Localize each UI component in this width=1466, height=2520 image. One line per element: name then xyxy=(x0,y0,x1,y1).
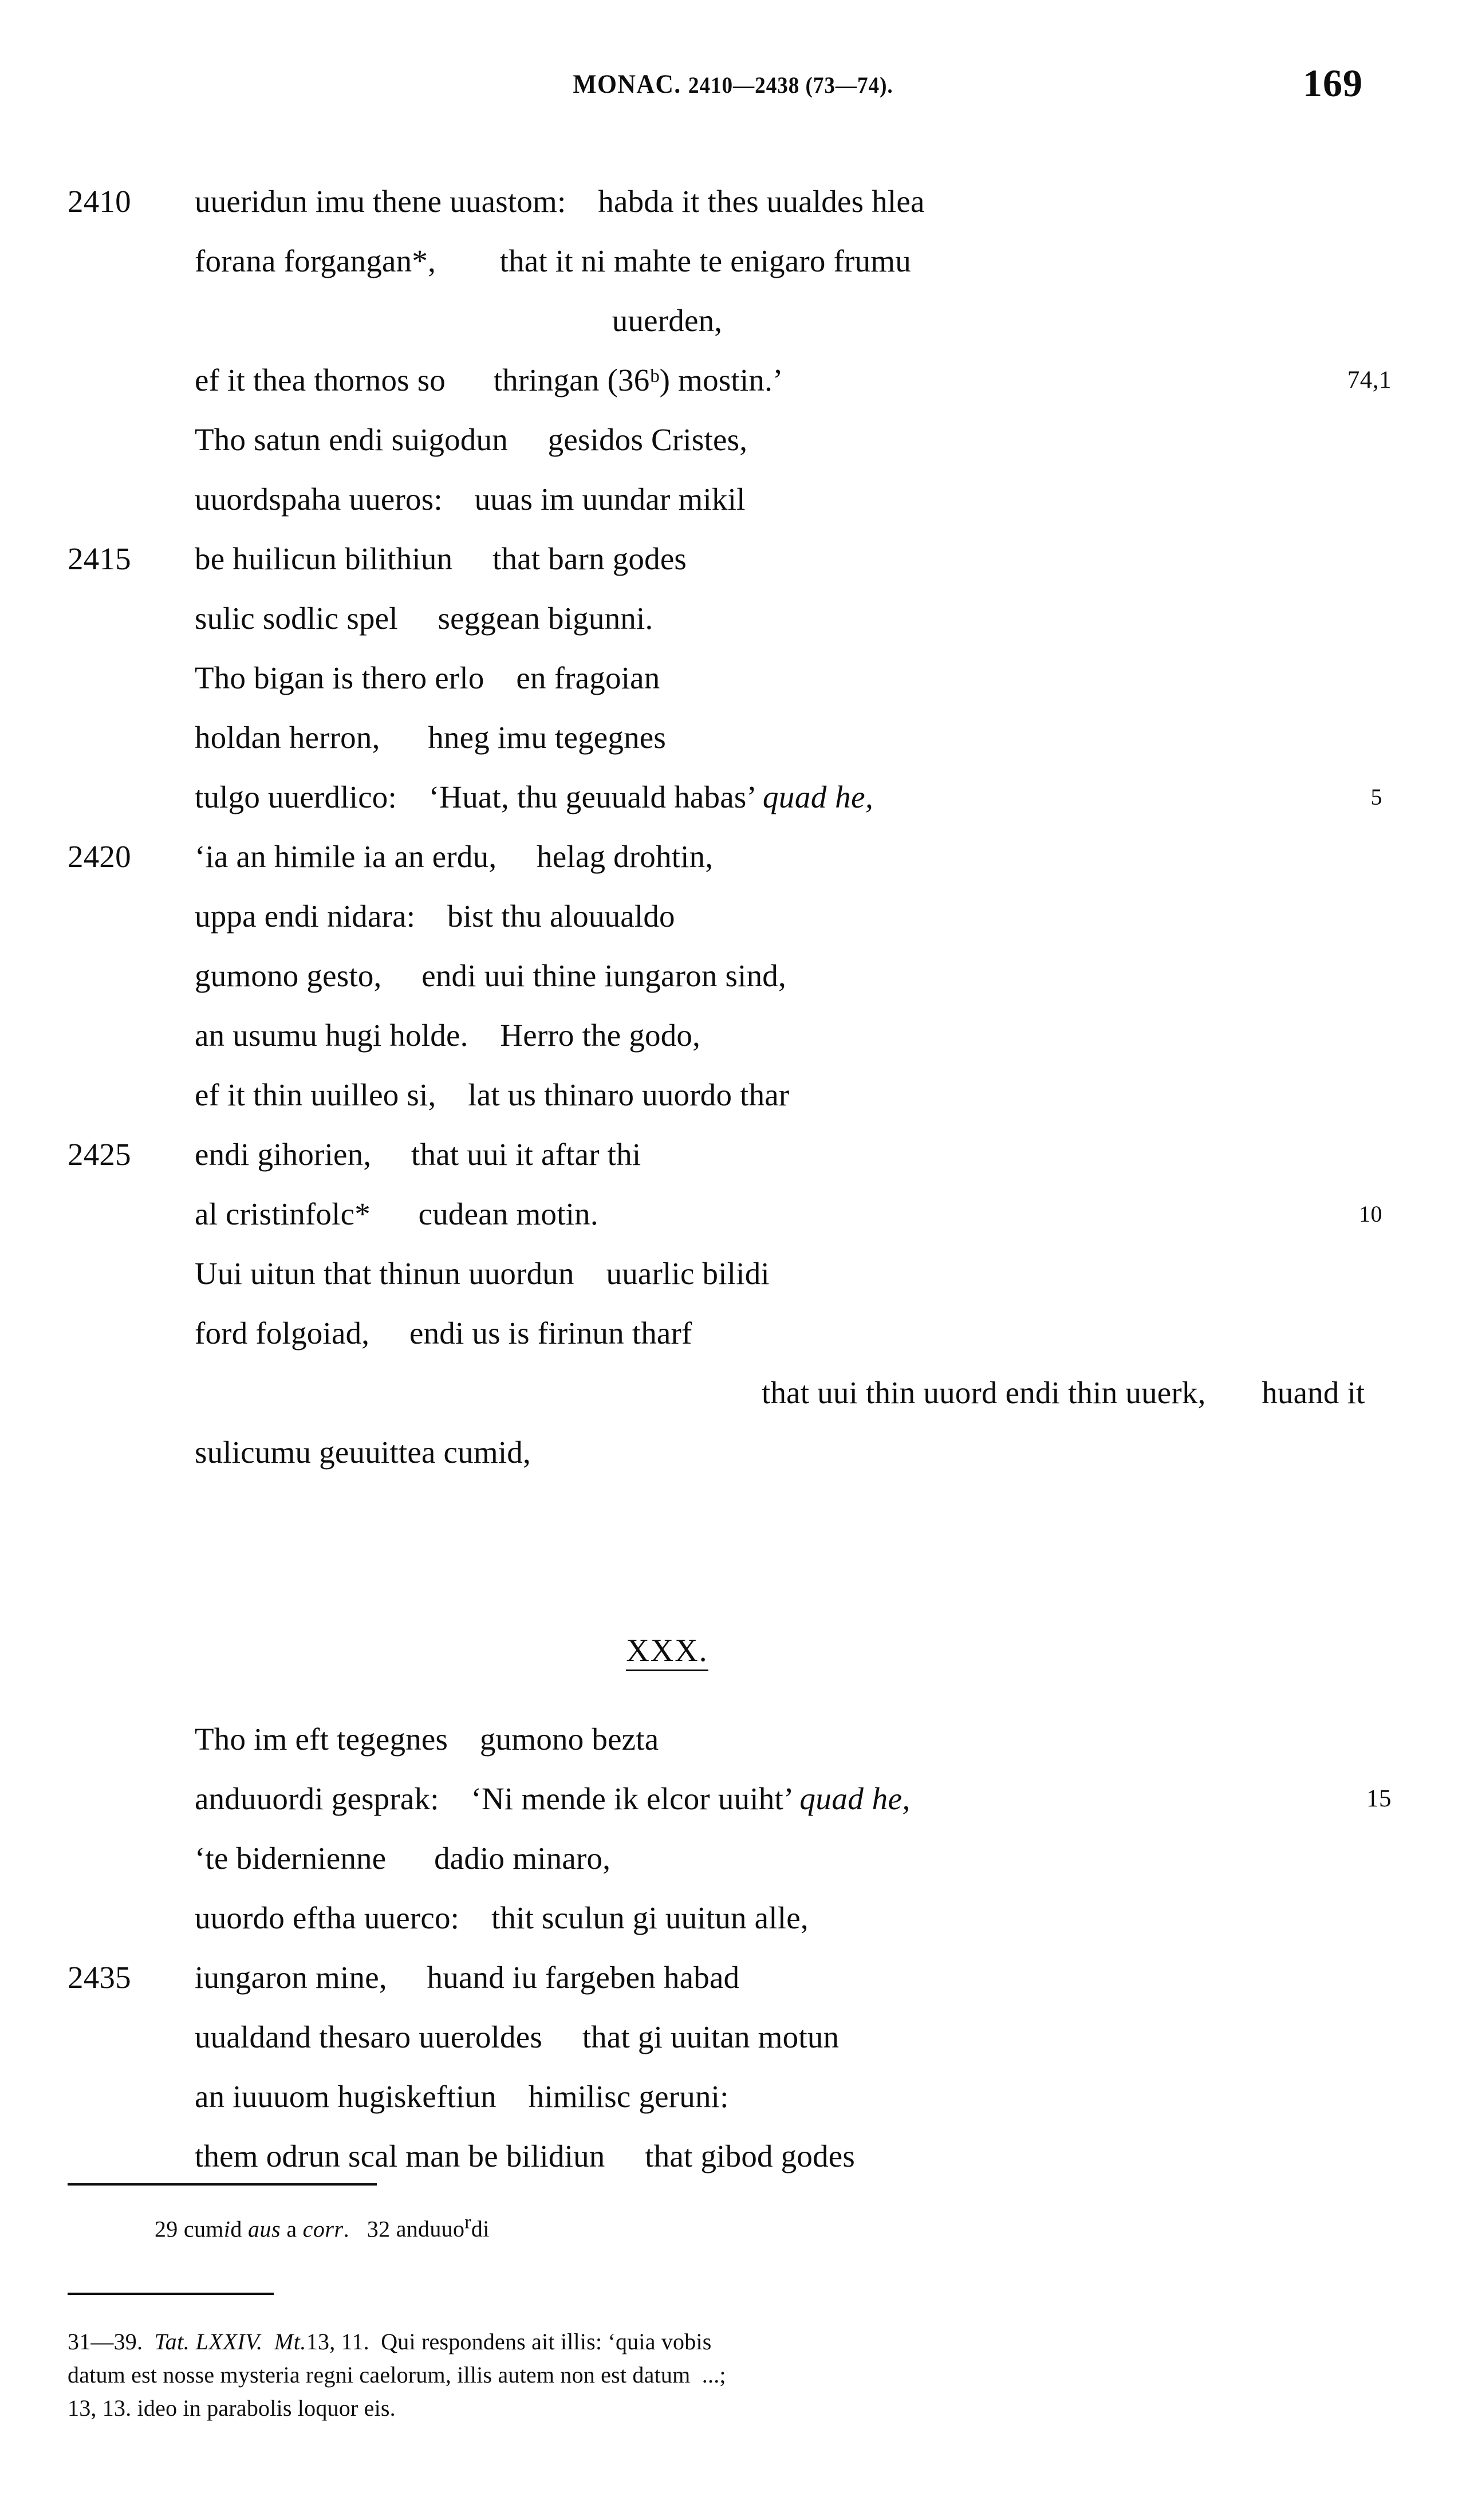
superscript-r: r xyxy=(464,2212,471,2233)
verse-text: gumono gesto, endi uui thine iungaron sind, xyxy=(195,958,786,993)
source-latin-quote-3: ideo in parabolis loquor eis. xyxy=(137,2395,396,2421)
footnote-rule-apparatus xyxy=(68,2183,377,2186)
verse-text xyxy=(195,1769,911,1829)
verse-text xyxy=(195,767,873,827)
apparatus-note-mid: a xyxy=(281,2216,303,2242)
verse-text: forana forgangan*, that it ni mahte te enigaro frumu xyxy=(195,243,911,278)
verse-text: uuerden, xyxy=(612,303,723,338)
section-heading-label: XXX. xyxy=(626,1633,708,1671)
verse-text: al cristinfolc* cudean motin. xyxy=(195,1196,598,1231)
verse-text-main: ford folgoiad, endi us is firinun tharf xyxy=(195,1316,692,1350)
verse-number: 2415 xyxy=(68,541,131,576)
verse-line xyxy=(0,589,1466,648)
verse-text: them odrun scal man be bilidiun that gibod godes xyxy=(195,2139,855,2174)
verse-line xyxy=(0,172,1466,231)
verse-line xyxy=(0,1423,1466,1482)
verse-number: 2420 xyxy=(68,839,131,874)
speech-tag-italic: quad he, xyxy=(762,779,874,814)
footnote-source-line-1 xyxy=(68,2325,1379,2358)
verse-line xyxy=(0,470,1466,529)
apparatus-note-italic-2: corr xyxy=(302,2216,344,2242)
verse-text: iungaron mine, huand iu fargeben habad xyxy=(195,1960,740,1995)
verse-text xyxy=(195,1304,692,1363)
footnote-source-line-3 xyxy=(68,2392,1379,2425)
source-latin-quote-2: datum est nosse mysteria regni caelorum, illis autem non est datum ...; xyxy=(68,2362,726,2388)
verse-text: ef it thea thornos so thringan (36ᵇ) mostin.’ xyxy=(195,363,783,397)
verse-text-main: anduuordi gesprak: ‘Ni mende ik elcor uuiht’ xyxy=(195,1781,800,1816)
running-head-title xyxy=(52,69,1415,100)
verse-line xyxy=(0,529,1466,589)
verse-line xyxy=(0,351,1466,410)
source-tatian-ref: Tat. LXXIV. xyxy=(154,2329,263,2354)
marginal-number: 74,1 xyxy=(1347,367,1392,393)
verse-text: Tho im eft tegegnes gumono bezta xyxy=(195,1722,659,1757)
apparatus-line-ref-2: 32 xyxy=(366,2216,391,2242)
apparatus-note-italic: aus xyxy=(247,2216,281,2242)
verse-text: uueridun imu thene uuastom: habda it thes uualdes hlea xyxy=(195,184,925,219)
verse-line xyxy=(0,291,1466,351)
verse-line xyxy=(0,1888,1466,1948)
verse-line xyxy=(0,708,1466,767)
verse-text: sulicumu geuuittea cumid, xyxy=(195,1435,531,1470)
verse-text: uuordspaha uueros: uuas im uundar mikil xyxy=(195,482,746,517)
apparatus-lemma-2-part: anduuo xyxy=(396,2216,465,2242)
verse-block-secondary xyxy=(0,1710,1466,2186)
source-verse-range: 31—39. xyxy=(68,2329,143,2354)
verse-line xyxy=(0,2007,1466,2067)
verse-line xyxy=(0,887,1466,946)
section-heading xyxy=(0,1632,1334,1669)
apparatus-lemma-2 xyxy=(396,2212,490,2242)
verse-text: that uui thin uuord endi thin uuerk, huand it xyxy=(762,1375,1373,1410)
verse-line xyxy=(0,827,1466,887)
apparatus-lemma-rest: d xyxy=(230,2216,248,2242)
apparatus-note-end: . xyxy=(343,2216,349,2242)
verse-text: an iuuuom hugiskeftiun himilisc geruni: xyxy=(195,2079,729,2114)
verse-text: Tho bigan is thero erlo en fragoian xyxy=(195,660,660,695)
marginal-number: 5 xyxy=(1370,784,1382,810)
verse-text: sulic sodlic spel seggean bigunni. xyxy=(195,601,653,636)
apparatus-lemma-italic-letter: i xyxy=(223,2216,231,2242)
verse-text: Uui uitun that thinun uuordun uuarlic bilidi xyxy=(195,1256,770,1291)
verse-line xyxy=(0,1006,1466,1065)
source-matthew-abbrev: Mt. xyxy=(274,2329,306,2354)
verse-text: ‘te bidernienne dadio minaro, xyxy=(195,1841,611,1876)
verse-text: uuordo eftha uuerco: thit sculun gi uuitun alle, xyxy=(195,1900,809,1935)
speech-tag-italic: quad he, xyxy=(799,1781,911,1816)
verse-number: 2435 xyxy=(68,1960,131,1995)
verse-line xyxy=(0,1710,1466,1769)
verse-text: ef it thin uuilleo si, lat us thinaro uuordo thar xyxy=(195,1077,790,1112)
verse-text-main: tulgo uuerdlico: ‘Huat, thu geuuald habas’ xyxy=(195,779,763,814)
verse-text: ‘ia an himile ia an erdu, helag drohtin, xyxy=(195,839,714,874)
verse-line xyxy=(0,767,1466,827)
verse-text: holdan herron, hneg imu tegegnes xyxy=(195,720,667,755)
verse-line xyxy=(0,1829,1466,1888)
verse-line xyxy=(0,1125,1466,1184)
footnote-rule-source xyxy=(68,2293,274,2295)
verse-line xyxy=(0,1363,1466,1423)
verse-line xyxy=(0,2067,1466,2127)
page-number: 169 xyxy=(1303,61,1363,105)
verse-line xyxy=(0,1184,1466,1244)
verse-line xyxy=(0,231,1466,291)
apparatus-line-ref: 29 xyxy=(155,2216,178,2242)
verse-text: uualdand thesaro uueroldes that gi uuitan motun xyxy=(195,2019,840,2054)
footnote-apparatus-criticus xyxy=(155,2212,1357,2242)
verse-text: an usumu hugi holde. Herro the godo, xyxy=(195,1018,701,1053)
verse-line xyxy=(0,2127,1466,2186)
verse-number: 2425 xyxy=(68,1137,131,1172)
verse-line xyxy=(0,1948,1466,2007)
marginal-number: 15 xyxy=(1366,1785,1392,1812)
verse-text: be huilicun bilithiun that barn godes xyxy=(195,541,687,576)
running-head xyxy=(0,61,1466,120)
verse-number: 2410 xyxy=(68,184,131,219)
apparatus-lemma-2-rest: di xyxy=(471,2216,490,2242)
verse-text: uppa endi nidara: bist thu alouualdo xyxy=(195,899,675,934)
marginal-number: 10 xyxy=(1359,1201,1382,1227)
verse-line xyxy=(0,1304,1466,1363)
verse-line xyxy=(0,946,1466,1006)
apparatus-lemma-part: cum xyxy=(183,2216,224,2242)
source-latin-quote-1: Qui respondens ait illis: ‘quia vobis xyxy=(381,2329,712,2354)
verse-text: endi gihorien, that uui it aftar thi xyxy=(195,1137,641,1172)
apparatus-lemma xyxy=(184,2216,248,2242)
source-matthew-verse-2: 13, 13. xyxy=(68,2395,132,2421)
running-head-work: MONAC. xyxy=(573,69,681,99)
footnote-source-references xyxy=(68,2325,1379,2425)
verse-line xyxy=(0,648,1466,708)
verse-line xyxy=(0,1244,1466,1304)
verse-line xyxy=(0,1769,1466,1829)
verse-text: Tho satun endi suigodun gesidos Cristes, xyxy=(195,422,748,457)
verse-line xyxy=(0,1065,1466,1125)
footnote-source-line-2 xyxy=(68,2358,1379,2392)
running-head-line-range: 2410—2438 (73—74). xyxy=(688,72,893,98)
verse-block-primary xyxy=(0,172,1466,1482)
source-matthew-verse: 13, 11. xyxy=(306,2329,369,2354)
verse-line xyxy=(0,410,1466,470)
